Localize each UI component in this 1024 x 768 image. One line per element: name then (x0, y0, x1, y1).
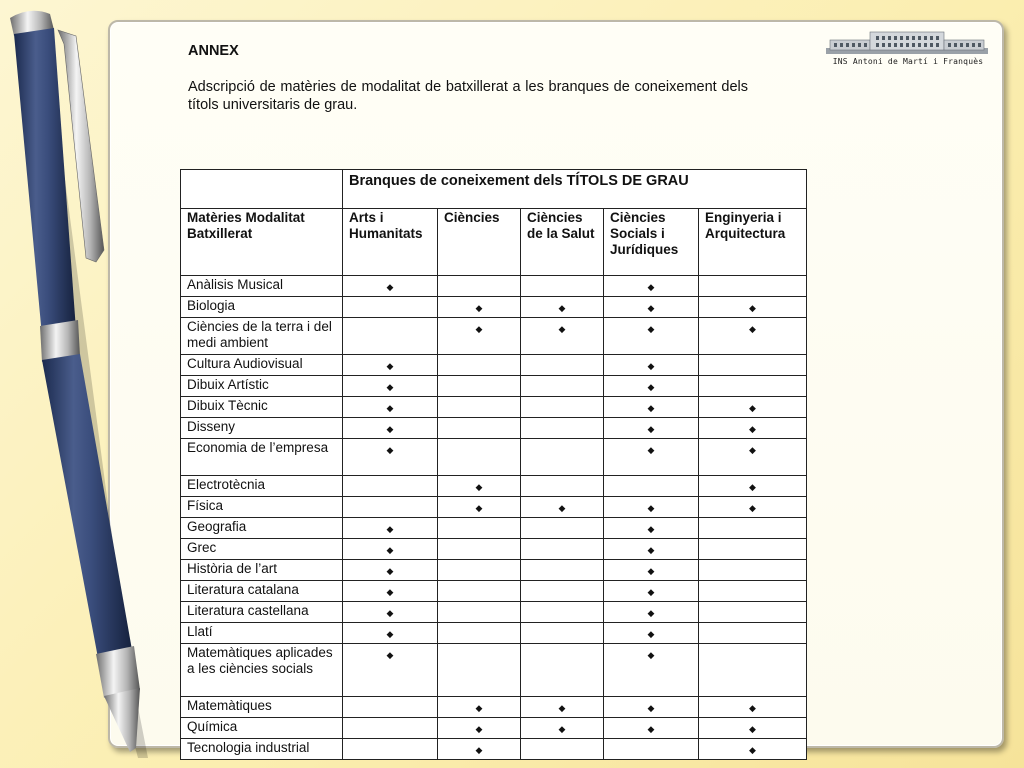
mark-cell-empty (699, 581, 807, 602)
table-row (181, 418, 807, 439)
column-header-sciences: Ciències (438, 209, 521, 276)
mark-cell-checked (343, 397, 438, 418)
column-header-arts: Arts i Humanitats (343, 209, 438, 276)
mark-cell-checked (604, 518, 699, 539)
mark-cell-checked (604, 376, 699, 397)
column-header-engineering: Enginyeria i Arquitectura (699, 209, 807, 276)
annex-heading: ANNEX (188, 43, 239, 59)
mark-cell-empty (521, 739, 604, 760)
mark-cell-empty (438, 376, 521, 397)
diamond-bullet-icon: ◆ (558, 703, 566, 713)
mark-cell-empty (438, 397, 521, 418)
diamond-bullet-icon: ◆ (475, 303, 483, 313)
mark-cell-empty (699, 355, 807, 376)
mark-cell-empty (521, 560, 604, 581)
mark-cell-empty (699, 602, 807, 623)
mark-cell-empty (521, 581, 604, 602)
table-row (181, 697, 807, 718)
diamond-bullet-icon: ◆ (647, 403, 655, 413)
mark-cell-checked (699, 297, 807, 318)
mark-cell-empty (521, 476, 604, 497)
subject-cell: Dibuix Tècnic (181, 397, 343, 418)
diamond-bullet-icon: ◆ (386, 587, 394, 597)
subjects-header: Matèries Modalitat Batxillerat (181, 209, 343, 276)
diamond-bullet-icon: ◆ (647, 282, 655, 292)
mark-cell-checked (343, 560, 438, 581)
mark-cell-empty (438, 602, 521, 623)
diamond-bullet-icon: ◆ (475, 703, 483, 713)
diamond-bullet-icon: ◆ (386, 566, 394, 576)
table-row (181, 602, 807, 623)
subject-cell: Matemàtiques (181, 697, 343, 718)
diamond-bullet-icon: ◆ (647, 424, 655, 434)
mark-cell-empty (699, 276, 807, 297)
mark-cell-checked (699, 476, 807, 497)
mark-cell-checked (521, 718, 604, 739)
mark-cell-empty (521, 276, 604, 297)
table-row (181, 439, 807, 476)
mark-cell-checked (343, 602, 438, 623)
mark-cell-empty (604, 476, 699, 497)
diamond-bullet-icon: ◆ (475, 324, 483, 334)
subject-cell: Matemàtiques aplicades a les ciències socials (181, 644, 343, 697)
diamond-bullet-icon: ◆ (386, 403, 394, 413)
diamond-bullet-icon: ◆ (647, 324, 655, 334)
school-building-logo (826, 28, 988, 58)
diamond-bullet-icon: ◆ (647, 724, 655, 734)
mark-cell-checked (604, 623, 699, 644)
mark-cell-checked (604, 418, 699, 439)
diamond-bullet-icon: ◆ (647, 587, 655, 597)
mark-cell-checked (699, 397, 807, 418)
mark-cell-checked (438, 318, 521, 355)
mark-cell-checked (699, 718, 807, 739)
diamond-bullet-icon: ◆ (647, 503, 655, 513)
table-row (181, 497, 807, 518)
mark-cell-checked (438, 297, 521, 318)
diamond-bullet-icon: ◆ (647, 703, 655, 713)
mark-cell-checked (604, 397, 699, 418)
mark-cell-empty (438, 644, 521, 697)
diamond-bullet-icon: ◆ (386, 382, 394, 392)
mark-cell-empty (438, 355, 521, 376)
diamond-bullet-icon: ◆ (749, 424, 756, 434)
mark-cell-empty (521, 602, 604, 623)
mark-cell-empty (343, 297, 438, 318)
mark-cell-checked (604, 581, 699, 602)
mark-cell-empty (521, 355, 604, 376)
mark-cell-checked (438, 497, 521, 518)
mark-cell-checked (521, 297, 604, 318)
mark-cell-empty (521, 418, 604, 439)
subject-cell: Electrotècnia (181, 476, 343, 497)
diamond-bullet-icon: ◆ (647, 303, 655, 313)
mark-cell-empty (521, 439, 604, 476)
empty-corner-cell (181, 170, 343, 209)
branches-header: Branques de coneixement dels TÍTOLS DE GRAU (343, 170, 807, 209)
mark-cell-empty (343, 739, 438, 760)
mark-cell-empty (343, 476, 438, 497)
mark-cell-checked (438, 697, 521, 718)
mark-cell-empty (699, 560, 807, 581)
diamond-bullet-icon: ◆ (386, 361, 394, 371)
table-row (181, 518, 807, 539)
mark-cell-empty (521, 623, 604, 644)
mark-cell-empty (438, 439, 521, 476)
subject-cell: Anàlisis Musical (181, 276, 343, 297)
table-row (181, 355, 807, 376)
table-row (181, 276, 807, 297)
subject-cell: Economia de l’empresa (181, 439, 343, 476)
mark-cell-checked (604, 539, 699, 560)
column-header-social: Ciències Socials i Jurídiques (604, 209, 699, 276)
diamond-bullet-icon: ◆ (386, 650, 394, 660)
diamond-bullet-icon: ◆ (647, 382, 655, 392)
mark-cell-checked (699, 418, 807, 439)
mark-cell-checked (521, 497, 604, 518)
diamond-bullet-icon: ◆ (386, 524, 394, 534)
diamond-bullet-icon: ◆ (647, 650, 655, 660)
mark-cell-checked (343, 418, 438, 439)
mark-cell-checked (604, 355, 699, 376)
mark-cell-empty (521, 539, 604, 560)
table-row (181, 718, 807, 739)
table-row (181, 476, 807, 497)
diamond-bullet-icon: ◆ (386, 282, 394, 292)
diamond-bullet-icon: ◆ (558, 503, 566, 513)
diamond-bullet-icon: ◆ (749, 745, 756, 755)
subject-cell: Disseny (181, 418, 343, 439)
table-header-columns (181, 209, 807, 276)
diamond-bullet-icon: ◆ (475, 745, 483, 755)
diamond-bullet-icon: ◆ (647, 545, 655, 555)
mark-cell-empty (343, 497, 438, 518)
table-row (181, 739, 807, 760)
diamond-bullet-icon: ◆ (647, 445, 655, 455)
mark-cell-empty (438, 418, 521, 439)
mark-cell-empty (438, 623, 521, 644)
diamond-bullet-icon: ◆ (475, 482, 483, 492)
mark-cell-checked (604, 560, 699, 581)
diamond-bullet-icon: ◆ (475, 724, 483, 734)
mark-cell-empty (438, 518, 521, 539)
diamond-bullet-icon: ◆ (386, 445, 394, 455)
subject-cell: Literatura catalana (181, 581, 343, 602)
mark-cell-empty (438, 276, 521, 297)
diamond-bullet-icon: ◆ (749, 324, 756, 334)
table-row (181, 539, 807, 560)
table-header-branches (181, 170, 807, 209)
subject-cell: Grec (181, 539, 343, 560)
diamond-bullet-icon: ◆ (749, 403, 756, 413)
mark-cell-checked (699, 739, 807, 760)
mark-cell-empty (521, 644, 604, 697)
diamond-bullet-icon: ◆ (749, 503, 756, 513)
subject-cell: Biologia (181, 297, 343, 318)
diamond-bullet-icon: ◆ (647, 629, 655, 639)
mark-cell-checked (343, 539, 438, 560)
table-row (181, 581, 807, 602)
mark-cell-checked (343, 644, 438, 697)
mark-cell-checked (604, 439, 699, 476)
subject-cell: Llatí (181, 623, 343, 644)
diamond-bullet-icon: ◆ (749, 482, 756, 492)
mark-cell-checked (438, 718, 521, 739)
diamond-bullet-icon: ◆ (749, 445, 756, 455)
mark-cell-empty (604, 739, 699, 760)
annex-table (180, 169, 807, 760)
subject-cell: Literatura castellana (181, 602, 343, 623)
table-row (181, 644, 807, 697)
diamond-bullet-icon: ◆ (386, 629, 394, 639)
mark-cell-checked (699, 697, 807, 718)
mark-cell-empty (699, 623, 807, 644)
mark-cell-checked (699, 318, 807, 355)
mark-cell-checked (343, 581, 438, 602)
mark-cell-checked (604, 602, 699, 623)
diamond-bullet-icon: ◆ (647, 524, 655, 534)
table-row (181, 318, 807, 355)
diamond-bullet-icon: ◆ (386, 424, 394, 434)
pen-illustration (0, 0, 150, 768)
diamond-bullet-icon: ◆ (386, 608, 394, 618)
diamond-bullet-icon: ◆ (749, 724, 756, 734)
intro-paragraph: Adscripció de matèries de modalitat de batxillerat a les branques de coneixement dels títols universitaris de grau. (188, 79, 748, 113)
diamond-bullet-icon: ◆ (647, 361, 655, 371)
mark-cell-empty (438, 560, 521, 581)
mark-cell-empty (699, 518, 807, 539)
diamond-bullet-icon: ◆ (558, 724, 566, 734)
diamond-bullet-icon: ◆ (749, 703, 756, 713)
mark-cell-checked (604, 297, 699, 318)
subject-cell: Tecnologia industrial (181, 739, 343, 760)
mark-cell-checked (343, 439, 438, 476)
subject-cell: Cultura Audiovisual (181, 355, 343, 376)
mark-cell-empty (343, 697, 438, 718)
mark-cell-empty (343, 718, 438, 739)
diamond-bullet-icon: ◆ (647, 608, 655, 618)
diamond-bullet-icon: ◆ (558, 324, 566, 334)
mark-cell-checked (343, 355, 438, 376)
mark-cell-checked (699, 497, 807, 518)
subject-cell: Geografia (181, 518, 343, 539)
diamond-bullet-icon: ◆ (475, 503, 483, 513)
table-row (181, 560, 807, 581)
mark-cell-checked (438, 739, 521, 760)
subject-cell: Física (181, 497, 343, 518)
mark-cell-empty (521, 397, 604, 418)
mark-cell-empty (699, 644, 807, 697)
mark-cell-checked (604, 318, 699, 355)
diamond-bullet-icon: ◆ (558, 303, 566, 313)
mark-cell-empty (343, 318, 438, 355)
mark-cell-checked (699, 439, 807, 476)
table-row (181, 297, 807, 318)
subject-cell: Dibuix Artístic (181, 376, 343, 397)
mark-cell-checked (343, 376, 438, 397)
mark-cell-checked (604, 276, 699, 297)
mark-cell-checked (604, 497, 699, 518)
column-header-health: Ciències de la Salut (521, 209, 604, 276)
mark-cell-checked (521, 318, 604, 355)
mark-cell-empty (521, 518, 604, 539)
mark-cell-empty (438, 581, 521, 602)
diamond-bullet-icon: ◆ (386, 545, 394, 555)
subject-cell: Ciències de la terra i del medi ambient (181, 318, 343, 355)
table-row (181, 397, 807, 418)
mark-cell-empty (699, 539, 807, 560)
mark-cell-checked (521, 697, 604, 718)
mark-cell-empty (521, 376, 604, 397)
mark-cell-checked (343, 623, 438, 644)
diamond-bullet-icon: ◆ (749, 303, 756, 313)
mark-cell-checked (604, 718, 699, 739)
subject-cell: Història de l’art (181, 560, 343, 581)
mark-cell-empty (699, 376, 807, 397)
table-row (181, 623, 807, 644)
mark-cell-empty (438, 539, 521, 560)
mark-cell-checked (604, 697, 699, 718)
school-name-caption: INS Antoni de Martí i Franquès (832, 57, 984, 66)
mark-cell-checked (604, 644, 699, 697)
diamond-bullet-icon: ◆ (647, 566, 655, 576)
mark-cell-checked (343, 276, 438, 297)
table-row (181, 376, 807, 397)
mark-cell-checked (343, 518, 438, 539)
mark-cell-checked (438, 476, 521, 497)
subject-cell: Química (181, 718, 343, 739)
